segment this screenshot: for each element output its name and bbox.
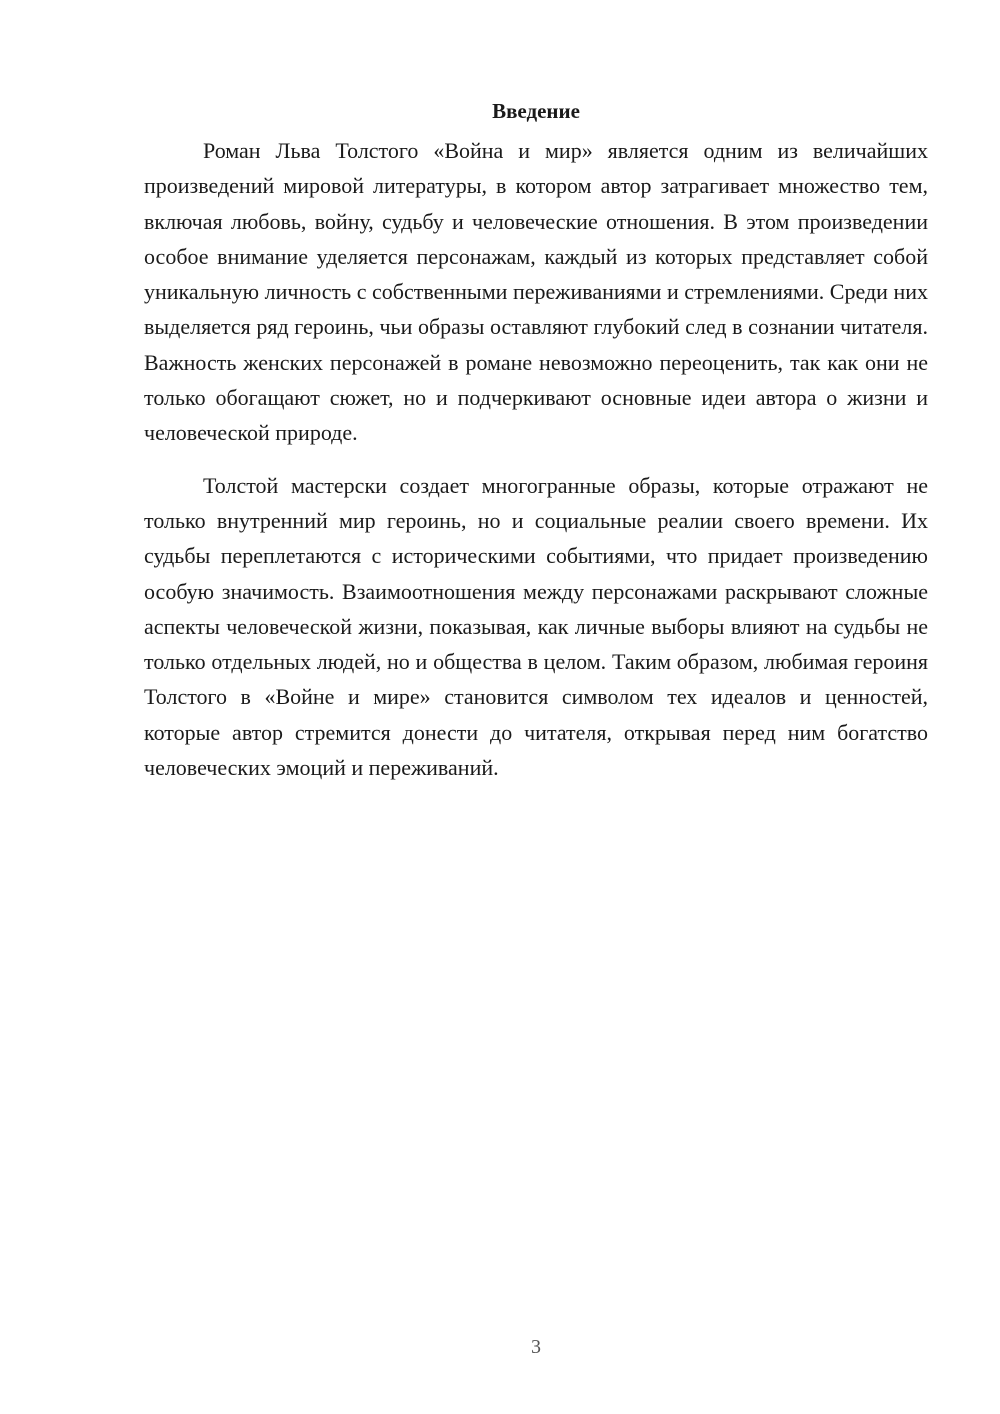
page-number: 3 xyxy=(531,1336,541,1358)
paragraph-1: Роман Льва Толстого «Война и мир» является одним из величайших произведений мировой литературы, в котором автор затрагивает множество тем, включая любовь, войну, судьбу и человеческие отношения. В этом произведении особое внимание уделяется персонажам, каждый из которых представляет собой уникальную личность с собственными переживаниями и стремлениями. Среди них выделяется ряд героинь, чьи образы оставляют глубокий след в сознании читателя. Важность женских персонажей в романе невозможно переоценить, так как они не только обогащают сюжет, но и подчеркивают основные идеи автора о жизни и человеческой природе. xyxy=(144,138,928,446)
paragraph-2: Толстой мастерски создает многогранные образы, которые отражают не только внутренний мир героинь, но и социальные реалии своего времени. Их судьбы переплетаются с историческими событиями, что придает произведению особую значимость. Взаимоотношения между персонажами раскрывают сложные аспекты человеческой жизни, показывая, как личные выборы влияют на судьбы не только отдельных людей, но и общества в целом. Таким образом, любимая героиня Толстого в «Войне и мире» становится символом тех идеалов и ценностей, которые автор стремится донести до читателя, открывая перед ним богатство человеческих эмоций и переживаний. xyxy=(144,472,928,781)
section-title: Введение xyxy=(492,99,580,123)
page-content xyxy=(144,93,928,785)
